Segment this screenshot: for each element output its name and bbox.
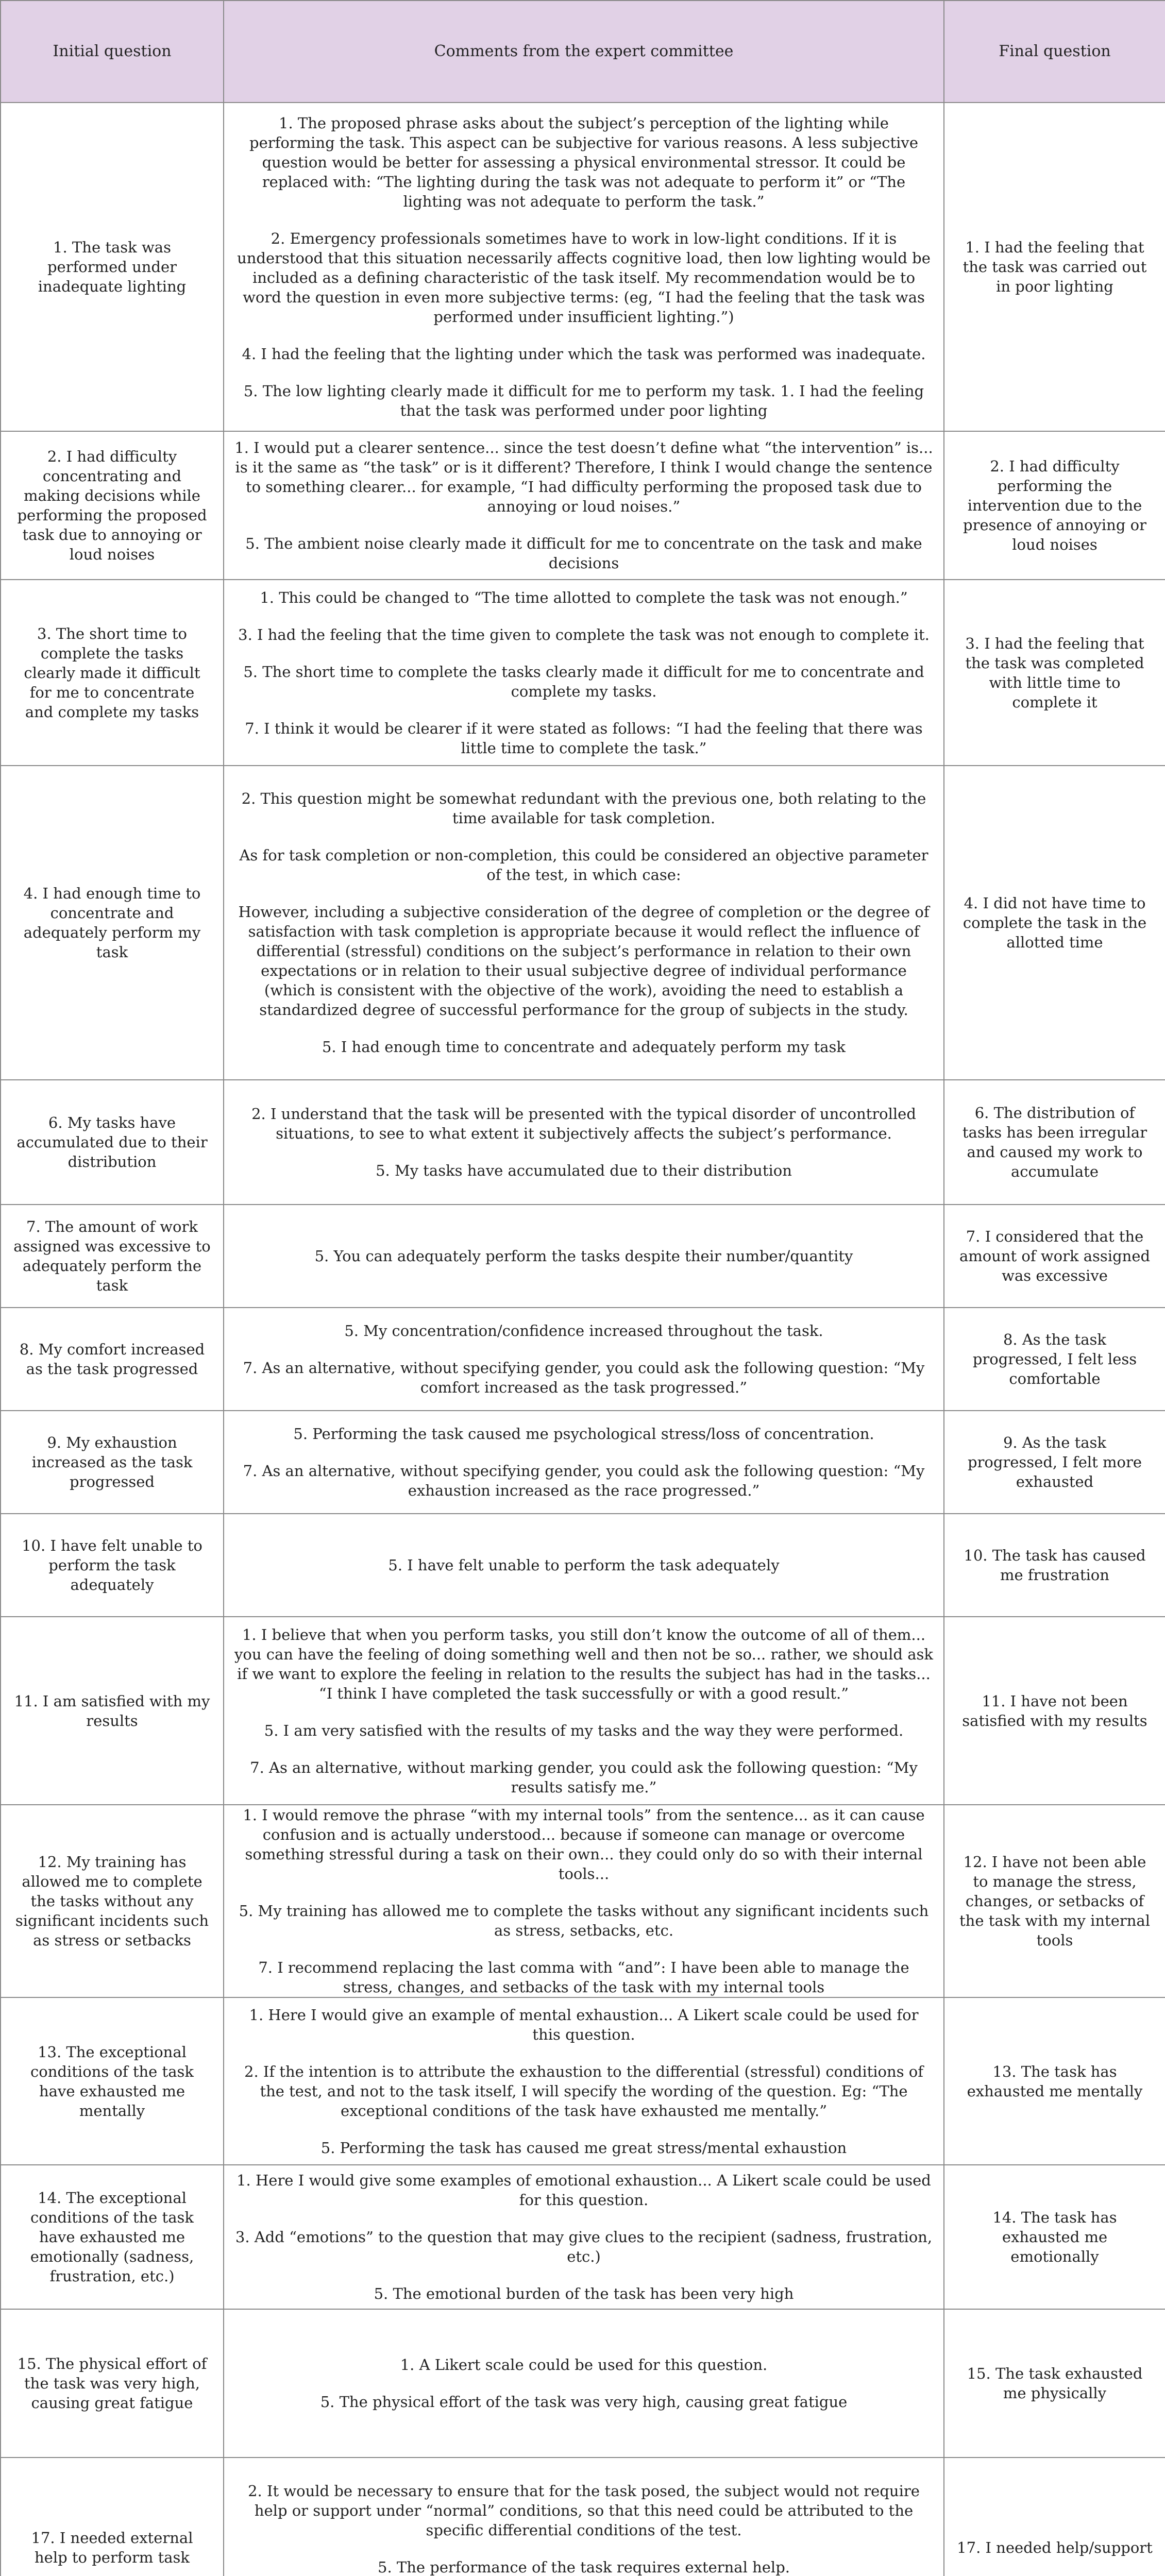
table-row xyxy=(1,1411,1165,1514)
expert-comment: 1. I would put a clearer sentence... since the test doesn’t define what “the intervention” is... is it the same as “the task” or is it different? Therefore, I think I would change the sentence to something clearer... for example, “I had difficulty performing the proposed task due to annoying or loud noises.” xyxy=(234,439,933,515)
expert-comment: 2. This question might be somewhat redundant with the previous one, both relating to the time available for task completion. xyxy=(241,790,926,827)
expert-comment: 5. Performing the task caused me psychological stress/loss of concentration. xyxy=(293,1425,874,1443)
initial-question-cell: 12. My training has allowed me to complete the tasks without any significant incidents such as stress or setbacks xyxy=(1,1805,224,1997)
expert-comment: 3. Add “emotions” to the question that may give clues to the recipient (sadness, frustration, etc.) xyxy=(235,2228,933,2265)
expert-comments-cell xyxy=(224,1617,944,1805)
initial-question-cell: 4. I had enough time to concentrate and adequately perform my task xyxy=(1,766,224,1080)
expert-comment: 7. As an alternative, without marking gender, you could ask the following question: “My results satisfy me.” xyxy=(250,1758,918,1796)
final-question-cell: 1. I had the feeling that the task was carried out in poor lighting xyxy=(944,103,1165,431)
expert-comments-cell xyxy=(224,1514,944,1617)
table-row xyxy=(1,2309,1165,2458)
expert-comment: 7. As an alternative, without specifying gender, you could ask the following question: “My exhaustion increased as the race progressed.” xyxy=(243,1462,925,1499)
table-row xyxy=(1,103,1165,431)
expert-comments-cell xyxy=(224,1805,944,1997)
initial-question-cell: 11. I am satisfied with my results xyxy=(1,1617,224,1805)
expert-comment: 1. Here I would give an example of mental exhaustion... A Likert scale could be used for this question. xyxy=(249,2006,919,2043)
table-row xyxy=(1,1997,1165,2165)
expert-comments-cell xyxy=(224,2165,944,2309)
initial-question-cell: 7. The amount of work assigned was excessive to adequately perform the task xyxy=(1,1205,224,1308)
header-expert-comments: Comments from the expert committee xyxy=(224,1,944,103)
expert-comment: 7. I recommend replacing the last comma with “and”: I have been able to manage the stress, changes, and setbacks of the task with my internal tools xyxy=(258,1959,909,1996)
initial-question-cell: 6. My tasks have accumulated due to their distribution xyxy=(1,1080,224,1205)
expert-comments-cell xyxy=(224,580,944,766)
expert-comments-cell xyxy=(224,1308,944,1411)
final-question-cell: 4. I did not have time to complete the task in the allotted time xyxy=(944,766,1165,1080)
header-row xyxy=(1,1,1165,103)
initial-question-cell: 1. The task was performed under inadequate lighting xyxy=(1,103,224,431)
expert-comment: 5. I had enough time to concentrate and adequately perform my task xyxy=(322,1038,846,1056)
final-question-cell: 13. The task has exhausted me mentally xyxy=(944,1997,1165,2165)
expert-comments-cell xyxy=(224,431,944,580)
table-row xyxy=(1,2458,1165,2576)
expert-comments-cell xyxy=(224,2458,944,2576)
initial-question-cell: 15. The physical effort of the task was very high, causing great fatigue xyxy=(1,2309,224,2458)
table-row xyxy=(1,766,1165,1080)
header-final-question: Final question xyxy=(944,1,1165,103)
expert-comments-cell xyxy=(224,766,944,1080)
expert-comment: 7. As an alternative, without specifying gender, you could ask the following question: “My comfort increased as the task progressed.” xyxy=(243,1359,925,1396)
initial-question-cell: 9. My exhaustion increased as the task progressed xyxy=(1,1411,224,1514)
table-row xyxy=(1,1514,1165,1617)
expert-comment: As for task completion or non-completion, this could be considered an objective parameter of the test, in which case: xyxy=(239,846,928,884)
initial-question-cell: 10. I have felt unable to perform the task adequately xyxy=(1,1514,224,1617)
expert-comment: 5. The emotional burden of the task has been very high xyxy=(374,2285,794,2302)
table-row xyxy=(1,580,1165,766)
expert-comment: 2. Emergency professionals sometimes have to work in low-light conditions. If it is understood that this situation necessarily affects cognitive load, then low lighting would be included as a defining characteristic of the task itself. My recommendation would be to word the question in even more subjective terms: (eg, “I had the feeling that the task was performed under insufficient lighting.”) xyxy=(237,230,931,326)
expert-comment: 1. A Likert scale could be used for this question. xyxy=(400,2356,768,2374)
expert-comments-cell xyxy=(224,1080,944,1205)
expert-comment: 2. It would be necessary to ensure that for the task posed, the subject would not require help or support under “normal” conditions, so that this need could be attributed to the specific differential conditions of the test. xyxy=(248,2482,920,2539)
final-question-cell: 7. I considered that the amount of work assigned was excessive xyxy=(944,1205,1165,1308)
initial-question-cell: 8. My comfort increased as the task progressed xyxy=(1,1308,224,1411)
expert-comment: 5. I am very satisfied with the results of my tasks and the way they were performed. xyxy=(264,1721,904,1739)
table-row xyxy=(1,1080,1165,1205)
expert-comment: 2. If the intention is to attribute the exhaustion to the differential (stressful) conditions of the test, and not to the task itself, I will specify the wording of the question. Eg: “The exceptional conditions of the task have exhausted me mentally.” xyxy=(244,2062,923,2120)
initial-question-cell: 17. I needed external help to perform task xyxy=(1,2458,224,2576)
final-question-cell: 17. I needed help/support xyxy=(944,2458,1165,2576)
expert-comment: 1. Here I would give some examples of emotional exhaustion... A Likert scale could be used for this question. xyxy=(237,2172,931,2209)
table-row xyxy=(1,1308,1165,1411)
initial-question-cell: 3. The short time to complete the tasks clearly made it difficult for me to concentrate and complete my tasks xyxy=(1,580,224,766)
expert-comment: 5. The performance of the task requires external help. xyxy=(378,2558,790,2576)
expert-comment: 5. The low lighting clearly made it difficult for me to perform my task. 1. I had the feeling that the task was performed under poor lighting xyxy=(243,382,924,419)
final-question-cell: 3. I had the feeling that the task was completed with little time to complete it xyxy=(944,580,1165,766)
expert-comment: 4. I had the feeling that the lighting under which the task was performed was inadequate. xyxy=(242,345,926,363)
expert-comment: 1. This could be changed to “The time allotted to complete the task was not enough.” xyxy=(260,588,908,606)
expert-comment: 5. The ambient noise clearly made it difficult for me to concentrate on the task and make decisions xyxy=(245,535,922,572)
final-question-cell: 15. The task exhausted me physically xyxy=(944,2309,1165,2458)
expert-comment: 3. I had the feeling that the time given to complete the task was not enough to complete it. xyxy=(238,625,930,643)
table-row xyxy=(1,1617,1165,1805)
expert-comment: 5. Performing the task has caused me great stress/mental exhaustion xyxy=(320,2139,847,2157)
final-question-cell: 8. As the task progressed, I felt less comfortable xyxy=(944,1308,1165,1411)
expert-comment: 5. The physical effort of the task was very high, causing great fatigue xyxy=(320,2393,848,2411)
final-question-cell: 2. I had difficulty performing the intervention due to the presence of annoying or loud noises xyxy=(944,431,1165,580)
expert-comments-cell xyxy=(224,1205,944,1308)
expert-comment: 5. My tasks have accumulated due to their distribution xyxy=(376,1162,792,1179)
expert-comments-cell xyxy=(224,2309,944,2458)
final-question-cell: 9. As the task progressed, I felt more exhausted xyxy=(944,1411,1165,1514)
expert-comment: 5. My training has allowed me to complete the tasks without any significant incidents such as stress, setbacks, etc. xyxy=(239,1902,929,1939)
table-row xyxy=(1,431,1165,580)
expert-comments-cell xyxy=(224,1411,944,1514)
expert-comment: 2. I understand that the task will be presented with the typical disorder of uncontrolled situations, to see to what extent it subjectively affects the subject’s performance. xyxy=(251,1105,916,1142)
expert-comments-cell xyxy=(224,103,944,431)
expert-comment: 1. The proposed phrase asks about the subject’s perception of the lighting while performing the task. This aspect can be subjective for various reasons. A less subjective question would be better for assessing a physical environmental stressor. It could be replaced with: “The lighting during the task was not adequate to perform it” or “The lighting was not adequate to perform the task.” xyxy=(249,114,918,210)
expert-comments-cell xyxy=(224,1997,944,2165)
initial-question-cell: 13. The exceptional conditions of the task have exhausted me mentally xyxy=(1,1997,224,2165)
final-question-cell: 6. The distribution of tasks has been irregular and caused my work to accumulate xyxy=(944,1080,1165,1205)
expert-comment: 7. I think it would be clearer if it were stated as follows: “I had the feeling that there was little time to complete the task.” xyxy=(245,719,923,757)
initial-question-cell: 14. The exceptional conditions of the task have exhausted me emotionally (sadness, frustration, etc.) xyxy=(1,2165,224,2309)
expert-comment: 5. My concentration/confidence increased throughout the task. xyxy=(344,1322,823,1340)
table-row xyxy=(1,1805,1165,1997)
header-initial-question: Initial question xyxy=(1,1,224,103)
final-question-cell: 10. The task has caused me frustration xyxy=(944,1514,1165,1617)
table-row xyxy=(1,2165,1165,2309)
final-question-cell: 14. The task has exhausted me emotionally xyxy=(944,2165,1165,2309)
expert-comment: However, including a subjective consideration of the degree of completion or the degree of satisfaction with task completion is appropriate because it would reflect the influence of differential (stressful) conditions on the subject’s performance in relation to their own expectations or in relation to their usual subjective degree of individual performance (which is consistent with the objective of the work), avoiding the need to establish a standardized degree of successful performance for the group of subjects in the study. xyxy=(238,903,930,1019)
table-row xyxy=(1,1205,1165,1308)
expert-comment: 1. I would remove the phrase “with my internal tools” from the sentence... as it can cause confusion and is actually understood... because if someone can manage or overcome something stressful during a task on their own... they could only do so with their internal tools... xyxy=(243,1806,925,1883)
final-question-cell: 12. I have not been able to manage the stress, changes, or setbacks of the task with my internal tools xyxy=(944,1805,1165,1997)
final-question-cell: 11. I have not been satisfied with my results xyxy=(944,1617,1165,1805)
expert-comment: 1. I believe that when you perform tasks, you still don’t know the outcome of all of them... you can have the feeling of doing something well and then not be so... rather, we should ask if we want to explore the feeling in relation to the results the subject has had in the tasks... “I think I have completed the task successfully or with a good result.” xyxy=(234,1625,933,1702)
expert-comment: 5. I have felt unable to perform the task adequately xyxy=(388,1556,780,1574)
initial-question-cell: 2. I had difficulty concentrating and making decisions while performing the proposed task due to annoying or loud noises xyxy=(1,431,224,580)
expert-comment: 5. You can adequately perform the tasks despite their number/quantity xyxy=(314,1247,853,1265)
expert-comment: 5. The short time to complete the tasks clearly made it difficult for me to concentrate and complete my tasks. xyxy=(243,663,924,700)
